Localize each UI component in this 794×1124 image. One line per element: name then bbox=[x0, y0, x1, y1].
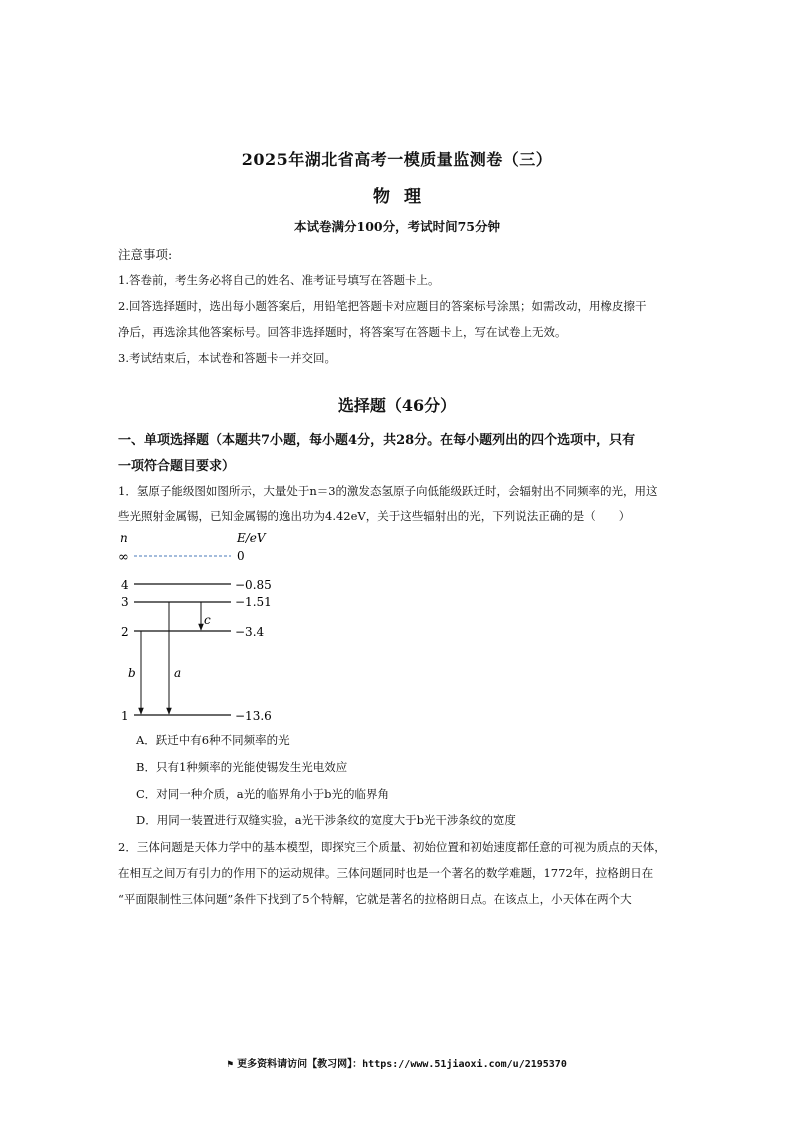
level-energy-label: −3.4 bbox=[235, 625, 265, 639]
flag-icon: ⚑ bbox=[227, 1059, 234, 1070]
footer-link[interactable] bbox=[0, 1055, 794, 1070]
notice-item: 2.回答选择题时，选出每小题答案后，用铅笔把答题卡对应题目的答案标号涂黑；如需改动，用橡皮擦干 bbox=[118, 299, 647, 313]
level-energy-label: −1.51 bbox=[235, 595, 272, 609]
option-b: B．只有1种频率的光能使锡发生光电效应 bbox=[136, 760, 348, 774]
energy-axis-label: E/eV bbox=[237, 531, 266, 545]
level-energy-label: −13.6 bbox=[235, 709, 272, 723]
question-2-line3: “平面限制性三体问题”条件下找到了5个特解，它就是著名的拉格朗日点。在该点上，小天体在两个大 bbox=[118, 892, 632, 906]
section-title: 选择题（46分） bbox=[337, 396, 457, 415]
arrow-label-b: b bbox=[128, 666, 136, 680]
part-heading-line2: 一项符合题目要求） bbox=[118, 459, 236, 474]
level-n-label: ∞ bbox=[118, 550, 129, 565]
question-2-line1: 2．三体问题是天体力学中的基本模型，即探究三个质量、初始位置和初始速度都任意的可视为质点的天体， bbox=[118, 840, 666, 854]
n-axis-label: n bbox=[120, 531, 128, 545]
arrow-label-c: c bbox=[204, 613, 211, 627]
notice-item: 3.考试结束后，本试卷和答题卡一并交回。 bbox=[118, 351, 336, 365]
option-d: D．用同一装置进行双缝实验，a光干涉条纹的宽度大于b光干涉条纹的宽度 bbox=[136, 813, 516, 827]
question-1-line1: 1．氢原子能级图如图所示，大量处于n＝3的激发态氢原子向低能级跃迁时，会辐射出不同频率的光，用这 bbox=[118, 484, 658, 498]
level-n-label: 4 bbox=[121, 578, 129, 592]
exam-title: 2025年湖北省高考一模质量监测卷（三） bbox=[241, 150, 553, 169]
footer-text: 更多资料请访问【教习网】：https://www.51jiaoxi.com/u/2195370 bbox=[237, 1059, 567, 1070]
level-n-label: 2 bbox=[121, 625, 129, 639]
option-a: A．跃迁中有6种不同频率的光 bbox=[136, 733, 290, 747]
level-energy-label: −0.85 bbox=[235, 578, 272, 592]
arrow-label-a: a bbox=[174, 666, 182, 680]
level-energy-label: 0 bbox=[237, 549, 245, 563]
level-n-label: 1 bbox=[121, 709, 129, 723]
subject-title: 物理 bbox=[373, 187, 435, 207]
level-n-label: 3 bbox=[121, 595, 129, 609]
notice-heading: 注意事项: bbox=[118, 247, 173, 262]
notice-item: 净后，再选涂其他答案标号。回答非选择题时，将答案写在答题卡上，写在试卷上无效。 bbox=[118, 325, 567, 339]
exam-info: 本试卷满分100分，考试时间75分钟 bbox=[294, 219, 500, 234]
option-c: C．对同一种介质，a光的临界角小于b光的临界角 bbox=[136, 787, 390, 801]
question-1-line2: 些光照射金属锡，已知金属锡的逸出功为4.42eV，关于这些辐射出的光，下列说法正确的是（ ） bbox=[118, 509, 631, 523]
question-2-line2: 在相互之间万有引力的作用下的运动规律。三体问题同时也是一个著名的数学难题，1772年，拉格朗日在 bbox=[118, 866, 654, 880]
notice-item: 1.答卷前，考生务必将自己的姓名、准考证号填写在答题卡上。 bbox=[118, 273, 440, 287]
part-heading-line1: 一、单项选择题（本题共7小题，每小题4分，共28分。在每小题列出的四个选项中，只有 bbox=[118, 433, 636, 448]
